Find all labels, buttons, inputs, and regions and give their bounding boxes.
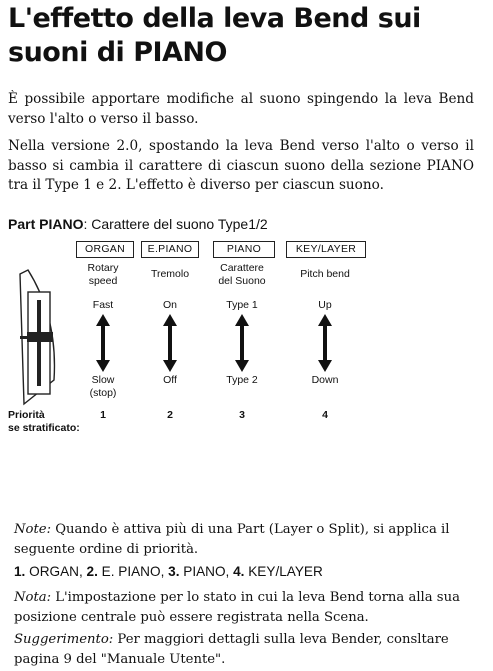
version-paragraph: Nella versione 2.0, spostando la leva Bend verso l'alto o verso il basso si cambia il carattere di ciascun suono della sezione PIANO tra il Type 1 e 2. L'effetto è diverso per ciascun suono. [8, 138, 474, 193]
tip-paragraph [14, 630, 476, 670]
keylayer-updown-arrow-icon [318, 314, 332, 372]
priority-order [14, 564, 323, 579]
part-piano-line [8, 216, 268, 232]
piano-param-line1: Carattere [220, 262, 264, 274]
keylayer-down-line1: Down [311, 374, 339, 386]
epiano-param-line1: Tremolo [150, 268, 190, 280]
order-name-4: KEY/LAYER [244, 564, 323, 579]
tip-text: Per maggiori dettagli sulla leva Bender, consltare pagina 9 del "Manuale Utente". [14, 632, 449, 667]
epiano-down-line1: Off [163, 374, 177, 386]
order-num-3: 3. [168, 564, 180, 579]
order-num-2: 2. [86, 564, 98, 579]
priority-label-line1: Priorità [8, 409, 45, 421]
keylayer-priority: 4 [322, 409, 328, 421]
piano-down-line1: Type 2 [226, 374, 258, 386]
order-num-1: 1. [14, 564, 26, 579]
nota-text: L'impostazione per lo stato in cui la leva Bend torna alla sua posizione centrale può essere registrata nella Scena. [14, 590, 460, 625]
part-label: Part PIANO [8, 216, 84, 232]
note-center-position [14, 588, 476, 628]
organ-param-line2: speed [88, 275, 118, 287]
piano-updown-arrow-icon [235, 314, 249, 372]
organ-param-line1: Rotary [87, 262, 119, 274]
note-text: Quando è attiva più di una Part (Layer o Split), si applica il seguente ordine di priorità. [14, 522, 450, 557]
note-label: Note: [14, 522, 52, 537]
note-layer-priority [14, 520, 476, 560]
piano-priority: 3 [239, 409, 245, 421]
priority-label-line2: se stratificato: [8, 422, 80, 434]
epiano-down [130, 374, 210, 387]
epiano-box: E.PIANO [141, 241, 199, 258]
bend-lever-icon [10, 268, 70, 408]
epiano-param [130, 268, 210, 281]
keylayer-up: Up [318, 299, 332, 311]
epiano-up: On [162, 299, 177, 311]
organ-priority: 1 [100, 409, 106, 421]
nota-label: Nota: [14, 590, 52, 605]
piano-down [202, 374, 282, 387]
organ-up: Fast [92, 299, 114, 311]
order-name-3: PIANO, [179, 564, 234, 579]
keylayer-box: KEY/LAYER [286, 241, 366, 258]
epiano-updown-arrow-icon [163, 314, 177, 372]
keylayer-param-line1: Pitch bend [300, 268, 350, 280]
keylayer-param [285, 268, 365, 281]
organ-updown-arrow-icon [96, 314, 110, 372]
piano-param-line2: del Suono [218, 275, 266, 287]
page-title: L'effetto della leva Bend sui suoni di PIANO [8, 3, 421, 68]
keylayer-down [285, 374, 365, 387]
organ-down-line1: Slow [91, 374, 115, 386]
organ-down-line2: (stop) [89, 387, 117, 399]
piano-up: Type 1 [226, 299, 258, 311]
intro-paragraph: È possibile apportare modifiche al suono spingendo la leva Bend verso l'alto o verso il basso. [8, 91, 474, 127]
order-num-4: 4. [233, 564, 245, 579]
piano-param [202, 262, 282, 288]
organ-box: ORGAN [76, 241, 134, 258]
order-name-1: ORGAN, [25, 564, 87, 579]
tip-label: Suggerimento: [14, 632, 114, 647]
order-name-2: E. PIANO, [97, 564, 169, 579]
piano-box: PIANO [213, 241, 275, 258]
epiano-priority: 2 [167, 409, 173, 421]
part-description: : Carattere del suono Type1/2 [83, 216, 268, 232]
